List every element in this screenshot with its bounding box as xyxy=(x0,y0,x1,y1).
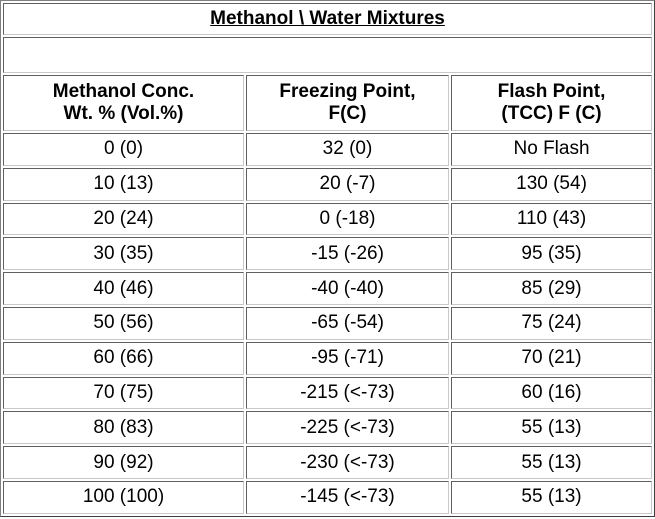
flash-point-cell: 55 (13) xyxy=(451,411,652,444)
header-line: Wt. % (Vol.%) xyxy=(63,103,184,124)
freezing-point-cell: 32 (0) xyxy=(246,133,449,166)
table-row xyxy=(3,481,652,514)
freezing-point-cell: -65 (-54) xyxy=(246,307,449,340)
freezing-point-cell: 0 (-18) xyxy=(246,203,449,236)
table-row xyxy=(3,377,652,410)
table-row xyxy=(3,237,652,270)
table-row xyxy=(3,272,652,305)
header-line: (TCC) F (C) xyxy=(501,103,602,124)
table-row xyxy=(3,168,652,201)
flash-point-cell: 55 (13) xyxy=(451,481,652,514)
table-row xyxy=(3,342,652,375)
table-row xyxy=(3,307,652,340)
freezing-point-cell: 20 (-7) xyxy=(246,168,449,201)
freezing-point-cell: -15 (-26) xyxy=(246,237,449,270)
freezing-point-cell: -40 (-40) xyxy=(246,272,449,305)
freezing-point-cell: -145 (<-73) xyxy=(246,481,449,514)
header-methanol-conc xyxy=(3,75,244,131)
methanol-conc-cell: 100 (100) xyxy=(3,481,244,514)
flash-point-cell: 75 (24) xyxy=(451,307,652,340)
methanol-conc-cell: 90 (92) xyxy=(3,446,244,479)
methanol-conc-cell: 70 (75) xyxy=(3,377,244,410)
table-row xyxy=(3,446,652,479)
flash-point-cell: 70 (21) xyxy=(451,342,652,375)
title-row xyxy=(3,3,652,35)
freezing-point-cell: -225 (<-73) xyxy=(246,411,449,444)
header-flash-point xyxy=(451,75,652,131)
table-row xyxy=(3,411,652,444)
header-freezing-point xyxy=(246,75,449,131)
methanol-conc-cell: 20 (24) xyxy=(3,203,244,236)
freezing-point-cell: -230 (<-73) xyxy=(246,446,449,479)
header-line: Freezing Point, xyxy=(279,81,416,102)
flash-point-cell: 85 (29) xyxy=(451,272,652,305)
flash-point-cell: No Flash xyxy=(451,133,652,166)
blank-cell xyxy=(3,37,652,73)
table-row xyxy=(3,203,652,236)
methanol-conc-cell: 80 (83) xyxy=(3,411,244,444)
flash-point-cell: 95 (35) xyxy=(451,237,652,270)
header-line: F(C) xyxy=(328,103,367,124)
table-row xyxy=(3,133,652,166)
methanol-conc-cell: 30 (35) xyxy=(3,237,244,270)
blank-row xyxy=(3,37,652,73)
header-line: Flash Point, xyxy=(497,81,606,102)
methanol-conc-cell: 40 (46) xyxy=(3,272,244,305)
methanol-conc-cell: 10 (13) xyxy=(3,168,244,201)
header-row xyxy=(3,75,652,131)
table-title: Methanol \ Water Mixtures xyxy=(3,3,652,35)
flash-point-cell: 130 (54) xyxy=(451,168,652,201)
freezing-point-cell: -215 (<-73) xyxy=(246,377,449,410)
flash-point-cell: 55 (13) xyxy=(451,446,652,479)
flash-point-cell: 60 (16) xyxy=(451,377,652,410)
header-line: Methanol Conc. xyxy=(52,81,195,102)
freezing-point-cell: -95 (-71) xyxy=(246,342,449,375)
methanol-conc-cell: 0 (0) xyxy=(3,133,244,166)
methanol-conc-cell: 60 (66) xyxy=(3,342,244,375)
flash-point-cell: 110 (43) xyxy=(451,203,652,236)
methanol-conc-cell: 50 (56) xyxy=(3,307,244,340)
